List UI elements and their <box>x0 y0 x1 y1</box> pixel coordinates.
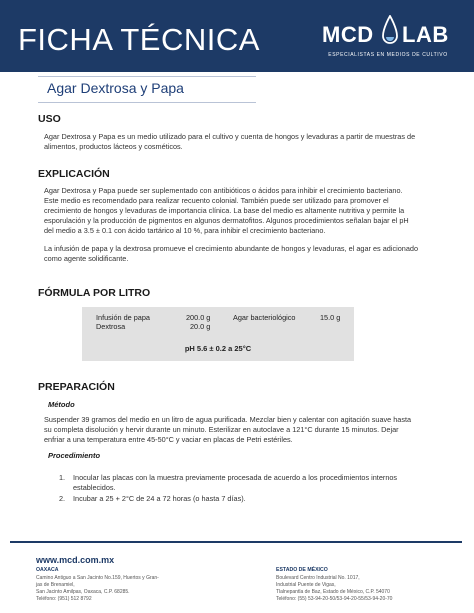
text-line: enfriar a una temperatura entre 45-50°C y vaciar en placas de Petri estériles. <box>44 435 293 444</box>
divider <box>38 102 256 103</box>
text-line: Suspender 39 gramos del medio en un litro de agua purificada. Mezclar bien y calentar con agitación suave hasta <box>44 415 412 424</box>
explicacion-paragraph-2 <box>44 244 438 264</box>
document-title: FICHA TÉCNICA <box>18 22 260 57</box>
uso-paragraph <box>44 132 438 152</box>
header-banner <box>0 0 474 72</box>
formula-ingredient-name: Dextrosa <box>96 322 126 331</box>
formula-ph-value: pH 5.6 ± 0.2 a 25°C <box>184 344 252 353</box>
formula-ingredient-amount: 20.0 g <box>190 322 211 331</box>
footer-state-oaxaca: OAXACA <box>36 567 59 573</box>
footer-state-mexico: ESTADO DE MÉXICO <box>276 567 328 573</box>
list-number: 1. <box>59 473 66 482</box>
text-line: Incubar a 25 + 2°C de 24 a 72 horas (o hasta 7 días). <box>73 494 246 503</box>
logo-tagline: ESPECIALISTAS EN MEDIOS DE CULTIVO <box>328 52 448 58</box>
footer-address-line: Tlalnepantla de Baz, Estado de México, C.P. 54070 <box>276 589 390 595</box>
section-heading-explicacion: EXPLICACIÓN <box>38 168 110 180</box>
footer-website-link[interactable]: www.mcd.com.mx <box>36 555 115 565</box>
formula-table <box>82 307 354 361</box>
text-line: Agar Dextrosa y Papa puede ser suplementado con antibióticos o ácidos para inhibir el crecimiento bacteriano. <box>44 186 403 195</box>
product-title: Agar Dextrosa y Papa <box>47 80 184 96</box>
logo-text-mcd: MCD <box>322 22 374 47</box>
footer-divider <box>10 541 462 543</box>
text-line: Inocular las placas con la muestra previamente procesada de acuerdo a los procedimientos internos <box>73 473 398 482</box>
footer-address-line: Camino Antiguo a San Jacinto No.159, Huertos y Gran- <box>36 575 159 581</box>
section-heading-preparacion: PREPARACIÓN <box>38 381 115 393</box>
footer-address-line: San Jacinto Amilpas, Oaxaca, C.P. 68285. <box>36 589 130 595</box>
text-line: establecidos. <box>73 483 116 492</box>
formula-ingredient-amount: 15.0 g <box>320 313 341 322</box>
list-item <box>73 494 423 504</box>
formula-ingredient-name: Infusión de papa <box>96 313 150 322</box>
formula-ingredient-name: Agar bacteriológico <box>233 313 296 322</box>
footer-address-line: Industrial Puente de Vigas, <box>276 582 336 588</box>
section-heading-formula: FÓRMULA POR LITRO <box>38 287 151 299</box>
footer-phone: Teléfono: (951) 512 8792 <box>36 596 92 602</box>
logo-text-lab: LAB <box>402 22 449 47</box>
divider <box>38 76 256 77</box>
explicacion-paragraph-1 <box>44 186 438 236</box>
text-line: Este medio es recomendado para realizar recuento colonial. También puede ser utilizado para promover el <box>44 196 389 205</box>
section-heading-uso: USO <box>38 113 61 125</box>
text-line: esporulación y la producción de pigmentos en algunos dermatofitos. Algunos procedimientos señalan bajar el pH <box>44 216 409 225</box>
footer-address-line: jas de Brenamiel, <box>36 582 75 588</box>
flask-drop-icon <box>381 15 399 47</box>
subheading-metodo: Método <box>48 400 75 409</box>
footer-phone: Teléfono: (55) 53-94-20-50/53-94-20-55/53-94-20-70 <box>276 596 393 602</box>
subheading-procedimiento: Procedimiento <box>48 451 101 460</box>
text-line: como agente solidificante. <box>44 254 129 263</box>
company-logo <box>318 14 458 64</box>
text-line: del medio a 3.5 ± 0.1 con ácido tartárico al 10 %, para inhibir el crecimiento bacteriano. <box>44 226 326 235</box>
text-line: Agar Dextrosa y Papa es un medio utilizado para el cultivo y cuenta de hongos y levaduras a partir de muestras de <box>44 132 416 141</box>
list-number: 2. <box>59 494 66 503</box>
text-line: alimentos, productos lácteos y cosméticos. <box>44 142 183 151</box>
metodo-paragraph <box>44 415 438 445</box>
footer-address-line: Boulevard Centro Industrial No. 1017, <box>276 575 360 581</box>
text-line: crecimiento de hongos y levaduras de importancia clínica. La base del medio es altamente nutritiva y permite la <box>44 206 405 215</box>
formula-ingredient-amount: 200.0 g <box>186 313 211 322</box>
text-line: La infusión de papa y la dextrosa promueve el crecimiento abundante de hongos y levaduras, el agar es adicionado <box>44 244 419 253</box>
text-line: su completa disolución y hervir durante un minuto. Esterilizar en autoclave a 121°C durante 15 minutos. Dejar <box>44 425 399 434</box>
list-item <box>73 473 423 493</box>
